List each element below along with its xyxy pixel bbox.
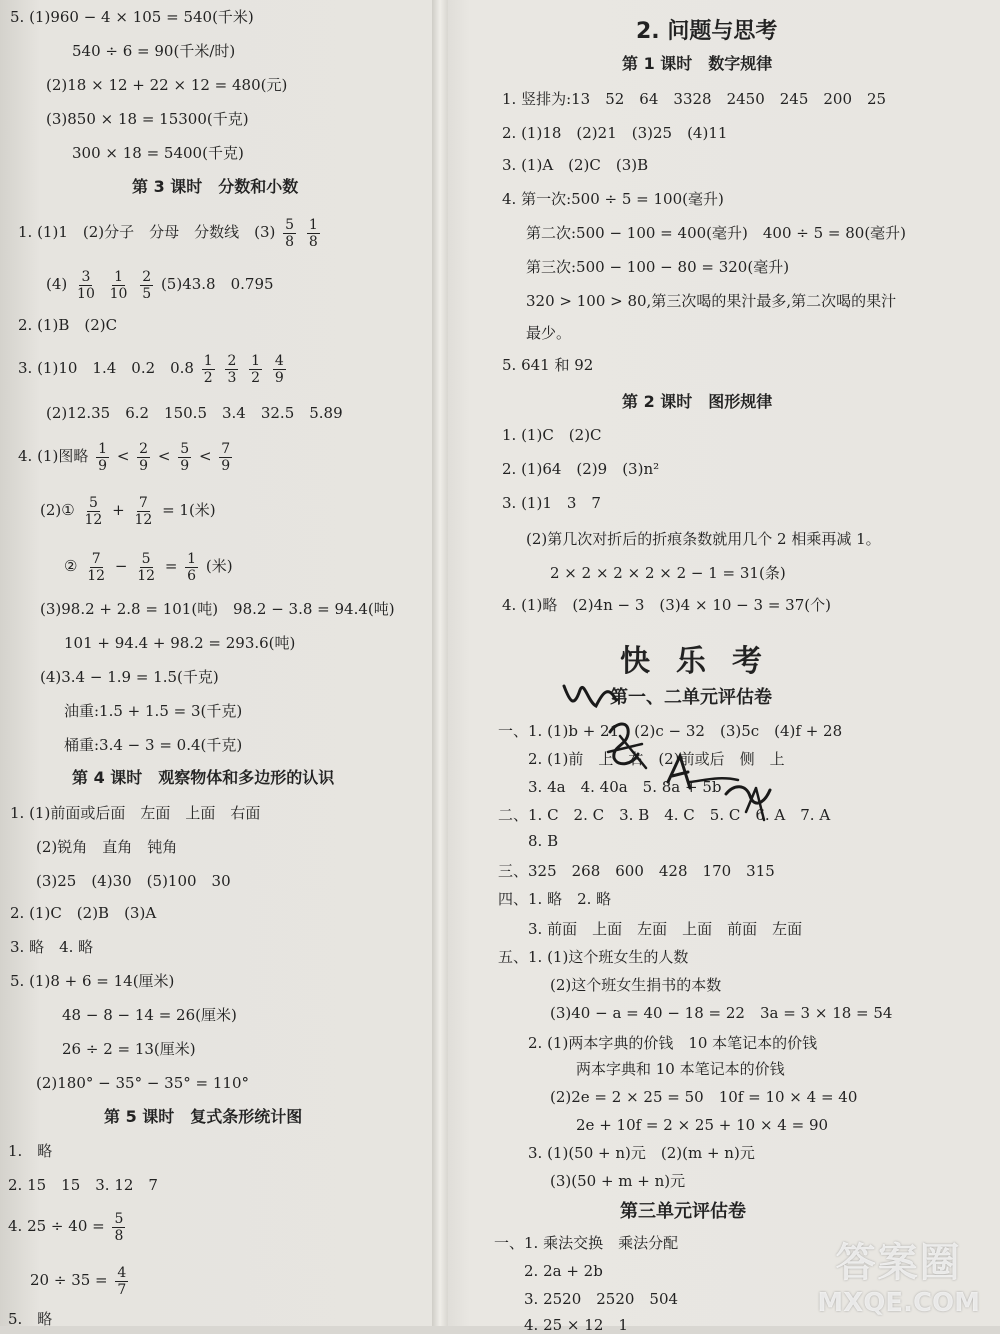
fraction: $\frac{1}{2}$ (203, 352, 213, 386)
answer-line: 3. (1)1 3 7 (502, 494, 601, 512)
fraction: $\frac{4}{9}$ (274, 352, 284, 386)
answer-line: 二、1. C 2. C 3. B 4. C 5. C 6. A 7. A (498, 806, 831, 824)
answer-line: (2)这个班女生捐书的本数 (550, 976, 722, 994)
answer-line: (2)180° − 35° − 35° = 110° (36, 1074, 249, 1092)
answer-line: 2. 2a + 2b (524, 1262, 603, 1280)
answer-line: 第二次:500 − 100 = 400(毫升) 400 ÷ 5 = 80(毫升) (526, 224, 907, 242)
answer-line: 540 ÷ 6 = 90(千米/时) (72, 42, 236, 60)
answer-line: (2)18 × 12 + 22 × 12 = 480(元) (46, 76, 288, 94)
answer-line: 两本字典和 10 本笔记本的价钱 (576, 1060, 785, 1078)
fraction: $\frac{1}{8}$ (308, 216, 318, 250)
answer-line: 5. (1)8 + 6 = 14(厘米) (10, 972, 175, 990)
fraction: $\frac{5}{12}$ (84, 494, 103, 528)
answer-line: 3. 2520 2520 504 (524, 1290, 679, 1308)
answer-line: 4. 25 × 12 1 (524, 1316, 628, 1334)
answer-line: 3. 前面 上面 左面 上面 前面 左面 (528, 920, 803, 938)
answer-line: 第三次:500 − 100 − 80 = 320(毫升) (526, 258, 790, 276)
fraction: $\frac{5}{8}$ (114, 1210, 124, 1244)
fraction: $\frac{3}{10}$ (77, 268, 95, 302)
answer-line: 3. (1)10 1.4 0.2 0.8 $\frac{1}{2}$ $\frac{2}{3}$ $\frac{1}{2}$ $\frac{4}{9}$ (18, 352, 284, 386)
answer-line: (4) $\frac{3}{10}$ $\frac{1}{10}$ $\frac{2}{5}$ (5)43.8 0.795 (46, 268, 274, 302)
answer-line: 4. 第一次:500 ÷ 5 = 100(毫升) (502, 190, 724, 208)
answer-line: 2e + 10f = 2 × 25 + 10 × 4 = 90 (576, 1116, 829, 1134)
lesson-heading: 第 5 课时 复式条形统计图 (104, 1107, 303, 1126)
lesson-heading: 第 1 课时 数字规律 (622, 54, 773, 73)
fraction: $\frac{1}{2}$ (251, 352, 261, 386)
answer-line: 3. (1)(50 + n)元 (2)(m + n)元 (528, 1144, 755, 1162)
answer-line: 桶重:3.4 − 3 = 0.4(千克) (64, 736, 243, 754)
answer-line: 4. 25 ÷ 40 = $\frac{5}{8}$ (8, 1210, 124, 1244)
answer-line: 4. (1)图略 $\frac{1}{9}$ < $\frac{2}{9}$ < $\frac{5}{9}$ < $\frac{7}{9}$ (18, 440, 231, 474)
answer-line: 1. 略 (8, 1142, 53, 1160)
answer-line: 一、1. 乘法交换 乘法分配 (494, 1234, 679, 1252)
left-page (0, 0, 440, 1326)
section-title: 2. 问题与思考 (636, 19, 778, 44)
fraction: $\frac{7}{9}$ (221, 440, 231, 474)
answer-line: 2. 15 15 3. 12 7 (8, 1176, 158, 1194)
lesson-heading: 第 3 课时 分数和小数 (132, 177, 299, 196)
book-gutter (432, 0, 448, 1326)
answer-line: 8. B (528, 832, 559, 850)
answer-line: (2)锐角 直角 钝角 (36, 838, 178, 856)
fraction: $\frac{2}{9}$ (139, 440, 149, 474)
answer-line: 2. (1)B (2)C (18, 316, 118, 334)
lesson-heading: 第 4 课时 观察物体和多边形的认识 (72, 768, 335, 787)
answer-line: 1. (1)C (2)C (502, 426, 602, 444)
answer-line: 三、325 268 600 428 170 315 (498, 862, 775, 880)
answer-line: 2. (1)64 (2)9 (3)n² (502, 460, 660, 478)
answer-line: (3)98.2 + 2.8 = 101(吨) 98.2 − 3.8 = 94.4(吨) (40, 600, 395, 618)
fraction: $\frac{5}{9}$ (180, 440, 190, 474)
exam-heading: 第一、二单元评估卷 (610, 687, 772, 708)
fraction: $\frac{1}{10}$ (109, 268, 128, 302)
fraction: $\frac{2}{5}$ (142, 268, 152, 302)
answer-line: (3)25 (4)30 (5)100 30 (36, 872, 231, 890)
answer-line: 101 + 94.4 + 98.2 = 293.6(吨) (64, 634, 296, 652)
answer-line: 4. (1)略 (2)4n − 3 (3)4 × 10 − 3 = 37(个) (502, 596, 831, 614)
answer-line: 四、1. 略 2. 略 (498, 890, 612, 908)
answer-line: 26 ÷ 2 = 13(厘米) (62, 1040, 196, 1058)
answer-line: (2)2e = 2 × 25 = 50 10f = 10 × 4 = 40 (550, 1088, 858, 1106)
fraction: $\frac{1}{9}$ (98, 440, 108, 474)
answer-line: 油重:1.5 + 1.5 = 3(千克) (64, 702, 243, 720)
answer-line: 一、1. (1)b + 21 (2)c − 32 (3)5c (4)f + 28 (498, 722, 843, 740)
answer-line: 5. (1)960 − 4 × 105 = 540(千米) (10, 8, 254, 26)
fraction: $\frac{7}{12}$ (87, 550, 106, 584)
answer-line: 1. 竖排为:13 52 64 3328 2450 245 200 25 (502, 90, 887, 108)
answer-line: 20 ÷ 35 = $\frac{4}{7}$ (30, 1264, 127, 1298)
answer-line: 2. (1)C (2)B (3)A (10, 904, 157, 922)
fraction: $\frac{5}{12}$ (137, 550, 156, 584)
answer-line: 3. 略 4. 略 (10, 938, 94, 956)
answer-line: 2 × 2 × 2 × 2 × 2 − 1 = 31(条) (550, 564, 786, 582)
answer-line: ② $\frac{7}{12}$ − $\frac{5}{12}$ = $\frac{1}{6}$ (米) (64, 550, 233, 584)
answer-line: 320 > 100 > 80,第三次喝的果汁最多,第二次喝的果汁 (526, 292, 897, 310)
fraction: $\frac{1}{6}$ (187, 550, 197, 584)
answer-line: 1. (1)前面或后面 左面 上面 右面 (10, 804, 261, 822)
handwritten-scribble (550, 672, 790, 832)
answer-line: (2)① $\frac{5}{12}$ + $\frac{7}{12}$ = 1(米) (40, 494, 216, 528)
answer-line: 3. 4a 4. 40a 5. 8a + 5b (528, 778, 722, 796)
answer-line: (2)12.35 6.2 150.5 3.4 32.5 5.89 (46, 404, 343, 422)
answer-line: (3)850 × 18 = 15300(千克) (46, 110, 249, 128)
answer-line: (4)3.4 − 1.9 = 1.5(千克) (40, 668, 219, 686)
answer-line: 5. 641 和 92 (502, 356, 594, 374)
answer-line: 2. (1)18 (2)21 (3)25 (4)11 (502, 124, 728, 142)
answer-line: (3)(50 + m + n)元 (550, 1172, 686, 1190)
answer-line: 48 − 8 − 14 = 26(厘米) (62, 1006, 237, 1024)
answer-line: 最少。 (526, 324, 572, 342)
answer-line: 300 × 18 = 5400(千克) (72, 144, 244, 162)
fraction: $\frac{4}{7}$ (117, 1264, 127, 1298)
answer-line: 五、1. (1)这个班女生的人数 (498, 948, 689, 966)
part-title: 快乐考 (620, 644, 788, 679)
answer-line: 5. 略 (8, 1310, 53, 1328)
answer-line: (2)第几次对折后的折痕条数就用几个 2 相乘再减 1。 (526, 530, 881, 548)
answer-line: 2. (1)前 上 右 (2)前或后 侧 上 (528, 750, 785, 768)
fraction: $\frac{7}{12}$ (134, 494, 153, 528)
fraction: $\frac{2}{3}$ (227, 352, 237, 386)
answer-line: 3. (1)A (2)C (3)B (502, 156, 649, 174)
watermark-logo: 答案圈 MXQE.COM (817, 1240, 980, 1318)
fraction: $\frac{5}{8}$ (285, 216, 295, 250)
lesson-heading: 第 2 课时 图形规律 (622, 392, 773, 411)
answer-line: (3)40 − a = 40 − 18 = 22 3a = 3 × 18 = 54 (550, 1004, 893, 1022)
exam-heading: 第三单元评估卷 (620, 1201, 746, 1222)
answer-line: 2. (1)两本字典的价钱 10 本笔记本的价钱 (528, 1034, 818, 1052)
answer-line: 1. (1)1 (2)分子 分母 分数线 (3) $\frac{5}{8}$ $\frac{1}{8}$ (18, 216, 318, 250)
